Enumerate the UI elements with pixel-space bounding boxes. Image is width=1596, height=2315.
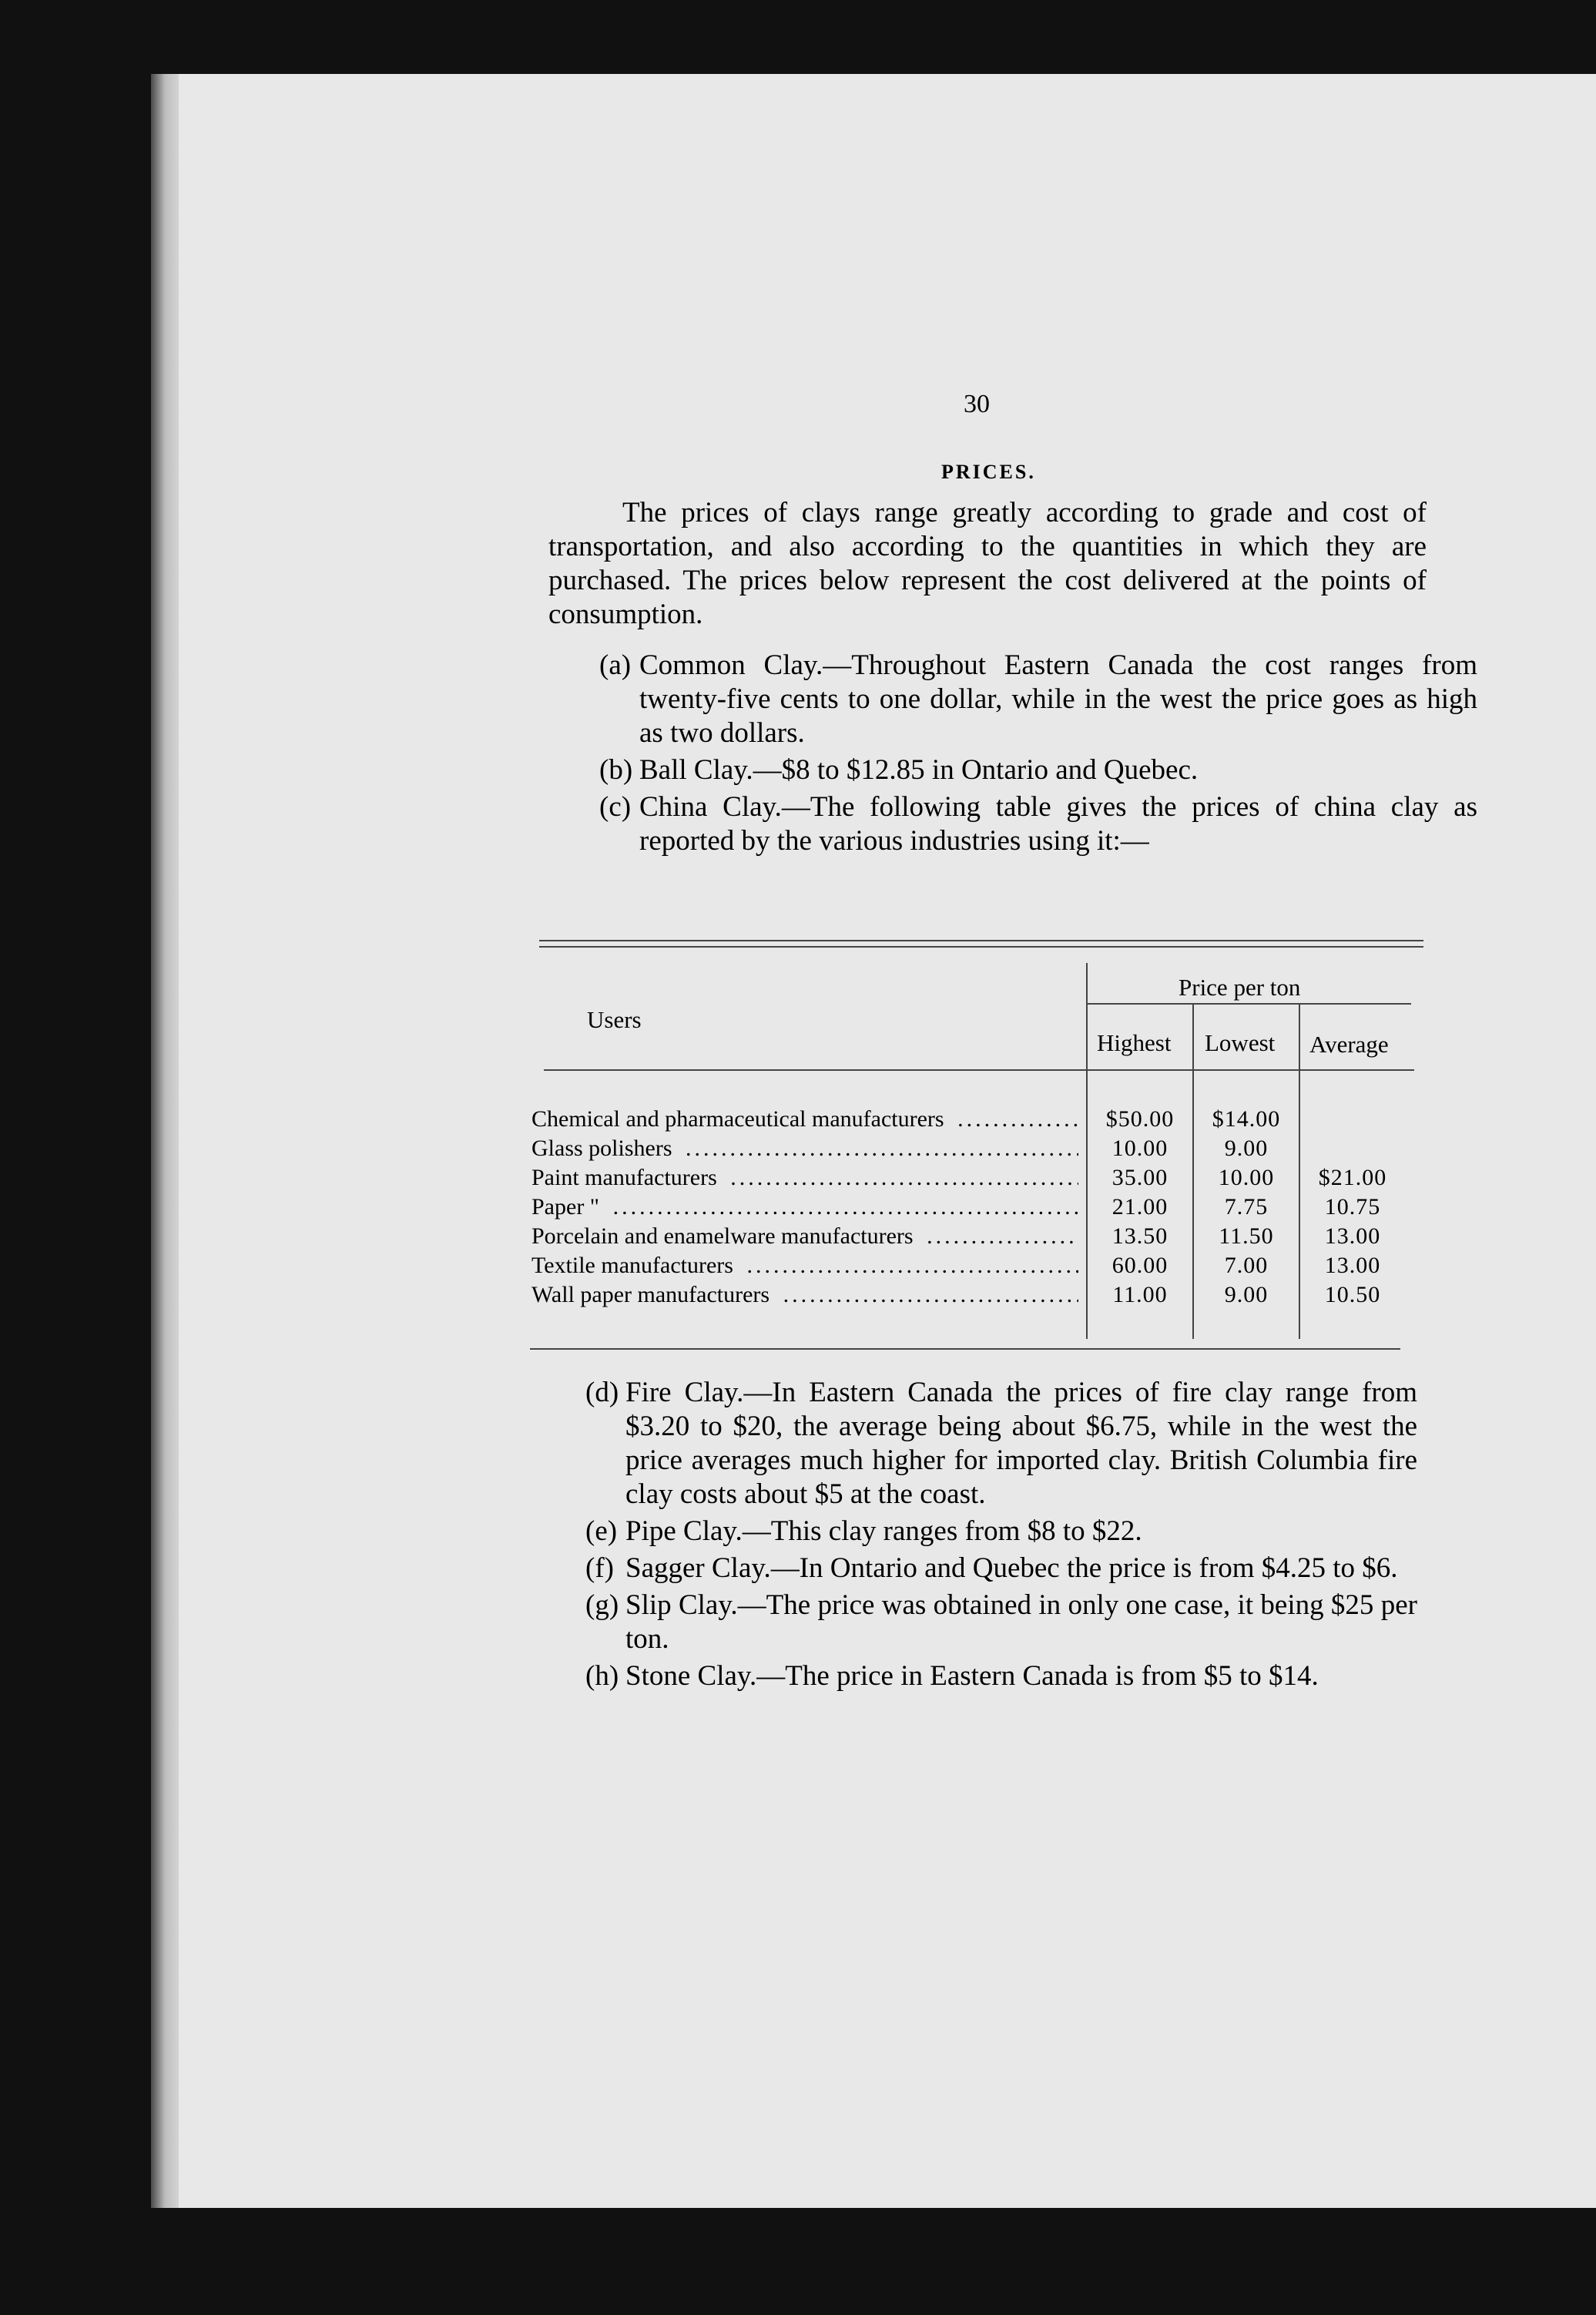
- item-letter: (b): [599, 754, 633, 786]
- average-cell: 13.00: [1324, 1223, 1381, 1249]
- highest-header: Highest: [1097, 1029, 1172, 1056]
- item-letter: (e): [585, 1515, 618, 1547]
- china-clay-price-table: [530, 940, 1423, 1371]
- lowest-cell: 7.00: [1224, 1253, 1269, 1278]
- lowest-cell: $14.00: [1212, 1106, 1281, 1132]
- lowest-cell: 9.00: [1224, 1282, 1269, 1307]
- price-header-rule: [1088, 1003, 1411, 1005]
- highest-cell: 11.00: [1112, 1282, 1168, 1307]
- highest-cell: 13.50: [1112, 1223, 1168, 1249]
- price-items-bottom: [585, 1376, 1417, 1696]
- item-letter: (d): [585, 1377, 619, 1408]
- table-top-rule: [539, 940, 1423, 941]
- intro-paragraph: The prices of clays range greatly according to grade and cost of transportation, and also according to the quantities in which they are purchased. The prices below represent the cost delivered at the points of consumption.: [548, 497, 1427, 630]
- average-header: Average: [1309, 1031, 1389, 1058]
- user-label: Paint manufacturers .....: [531, 1165, 1078, 1191]
- lowest-cell: 11.50: [1219, 1223, 1274, 1249]
- item-letter: (h): [585, 1660, 619, 1692]
- highest-cell: $50.00: [1105, 1106, 1175, 1132]
- item-letter: (f): [585, 1552, 614, 1584]
- highest-cell: 21.00: [1112, 1194, 1168, 1220]
- price-per-ton-header: Price per ton: [1179, 974, 1301, 1001]
- lowest-cell: 10.00: [1218, 1165, 1275, 1190]
- user-label: Chemical and pharmaceutical manufacturers .....: [531, 1106, 1078, 1132]
- table-row: [530, 1136, 1423, 1165]
- item-letter: (a): [599, 649, 632, 681]
- average-cell: 10.50: [1324, 1282, 1381, 1307]
- average-cell: 10.75: [1324, 1194, 1381, 1220]
- page-number: 30: [964, 390, 990, 418]
- user-label: Porcelain and enamelware manufacturers .....: [531, 1223, 1078, 1250]
- table-row: [530, 1223, 1423, 1253]
- table-row: [530, 1253, 1423, 1282]
- item-text: Stone Clay.—The price in Eastern Canada is from $5 to $14.: [625, 1660, 1319, 1692]
- item-pipe-clay: [585, 1515, 1417, 1548]
- item-text: Ball Clay.—$8 to $12.85 in Ontario and Quebec.: [639, 754, 1199, 786]
- item-letter: (c): [599, 791, 632, 823]
- table-row: [530, 1106, 1423, 1136]
- lowest-cell: 9.00: [1224, 1136, 1269, 1161]
- users-header: Users: [587, 1006, 642, 1033]
- item-ball-clay: [599, 753, 1477, 787]
- lowest-header: Lowest: [1205, 1029, 1276, 1056]
- item-text: Fire Clay.—In Eastern Canada the prices of fire clay range from $3.20 to $20, the average being about $6.75, while in the west the price averages much higher for imported clay. British Columbia fire clay costs about $5 at the coast.: [625, 1377, 1417, 1510]
- user-label: Paper " .....: [531, 1194, 1078, 1220]
- item-stone-clay: [585, 1659, 1417, 1693]
- table-bottom-rule: [530, 1348, 1400, 1350]
- item-text: Slip Clay.—The price was obtained in only one case, it being $25 per ton.: [625, 1589, 1417, 1655]
- average-cell: $21.00: [1318, 1165, 1387, 1190]
- table-row: [530, 1282, 1423, 1311]
- item-slip-clay: [585, 1589, 1417, 1656]
- table-row: [530, 1165, 1423, 1194]
- user-label: Textile manufacturers .....: [531, 1253, 1078, 1279]
- average-cell: 13.00: [1324, 1253, 1381, 1278]
- item-common-clay: [599, 649, 1477, 750]
- item-fire-clay: [585, 1376, 1417, 1511]
- table-row: [530, 1194, 1423, 1223]
- lowest-cell: 7.75: [1224, 1194, 1269, 1220]
- highest-cell: 35.00: [1112, 1165, 1168, 1190]
- item-letter: (g): [585, 1589, 619, 1621]
- item-text: Sagger Clay.—In Ontario and Quebec the price is from $4.25 to $6.: [625, 1552, 1398, 1584]
- highest-cell: 10.00: [1112, 1136, 1168, 1161]
- item-text: Common Clay.—Throughout Eastern Canada the cost ranges from twenty-five cents to one dollar, while in the west the price goes as high as two dollars.: [639, 649, 1477, 749]
- header-rule: [544, 1069, 1414, 1071]
- section-heading: PRICES.: [941, 461, 1036, 483]
- user-label: Wall paper manufacturers .....: [531, 1282, 1078, 1308]
- highest-cell: 60.00: [1112, 1253, 1168, 1278]
- item-text: Pipe Clay.—This clay ranges from $8 to $22.: [625, 1515, 1142, 1547]
- table-top-rule-double: [539, 946, 1423, 948]
- item-china-clay: [599, 790, 1477, 858]
- user-label: Glass polishers .....: [531, 1136, 1078, 1162]
- price-items-top: [599, 649, 1477, 861]
- item-text: China Clay.—The following table gives the prices of china clay as reported by the various industries using it:—: [639, 791, 1477, 857]
- item-sagger-clay: [585, 1552, 1417, 1585]
